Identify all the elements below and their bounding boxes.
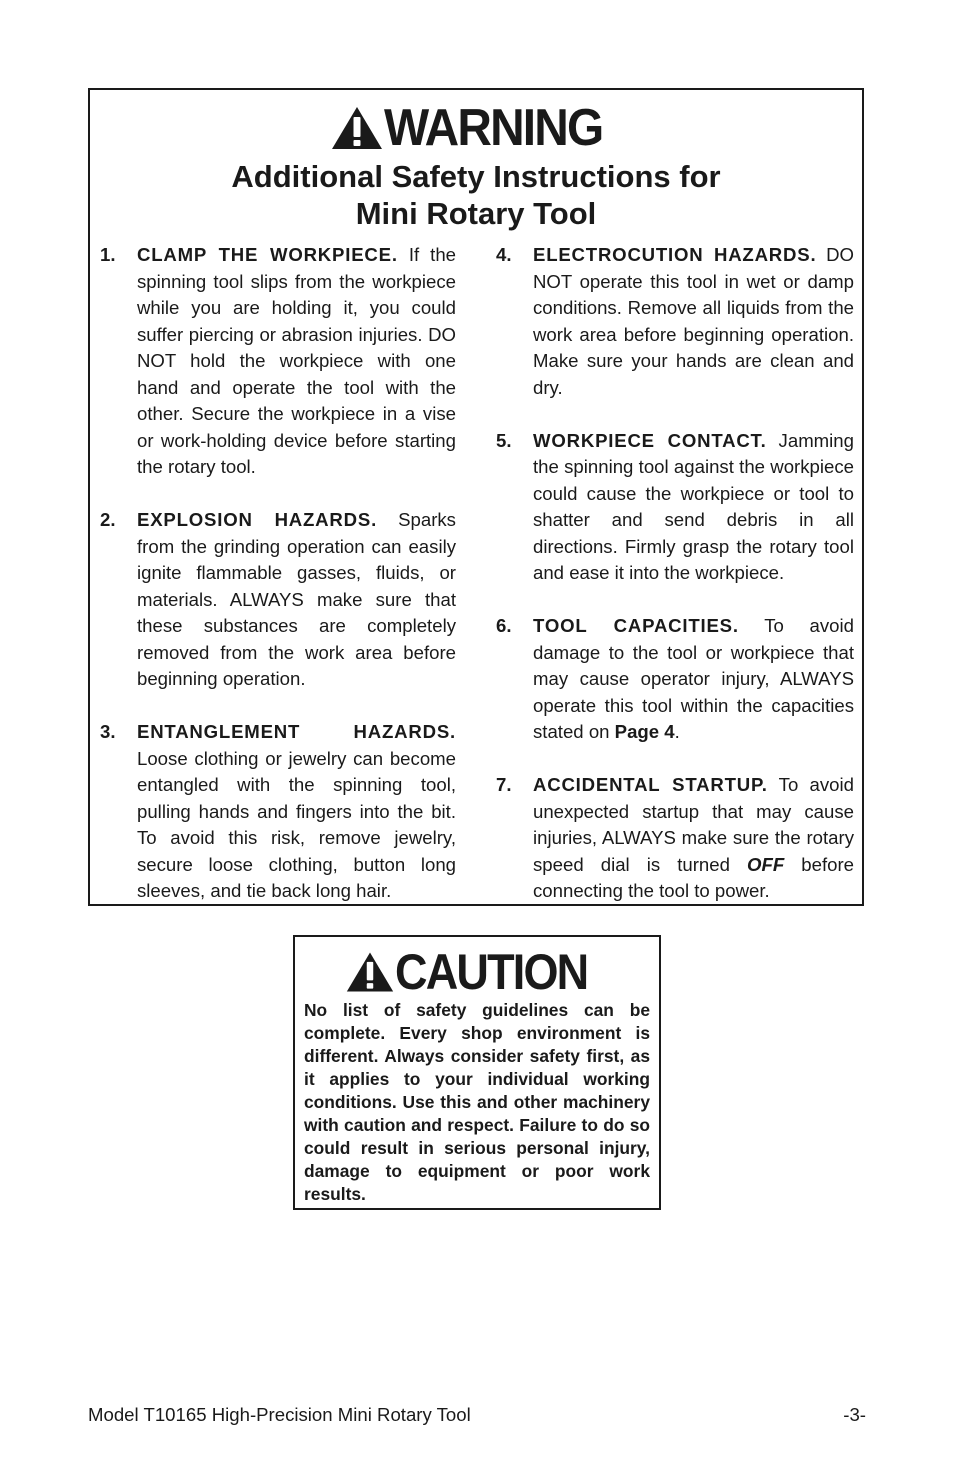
item-body: To avoid unexpected startup that may cause injuries, ALWAYS make sure the rotary speed dial is turned (533, 774, 854, 875)
item-text (137, 242, 456, 481)
item-lead: ELECTROCUTION HAZARDS. (533, 244, 817, 265)
subtitle-line-1: Additional Safety Instructions for (231, 159, 721, 194)
item-text (533, 613, 854, 746)
safety-item-accidental-startup (496, 772, 854, 905)
item-lead: ENTANGLEMENT HAZARDS. (137, 721, 456, 742)
safety-item-explosion (100, 507, 456, 693)
item-text (533, 242, 854, 401)
safety-item-clamp (100, 242, 456, 481)
item-body: If the spinning tool slips from the workpiece while you are holding it, you could suffer piercing or abrasion injuries. DO NOT hold the workpiece with one hand and operate the tool with the other. Secure the workpiece in a vise or work-holding device before starting the rotary tool. (137, 244, 457, 477)
item-text (137, 507, 456, 693)
safety-item-electrocution (496, 242, 854, 401)
footer-model: Model T10165 High-Precision Mini Rotary Tool (88, 1404, 471, 1425)
caution-text: No list of safety guidelines can be complete. Every shop environment is different. Always consider safety first, as it applies to your individual working conditions. Use this and other machinery with caution and respect. Failure to do so could result in serious personal injury, damage to equipment or poor work results. (304, 1000, 650, 1204)
warning-subtitle (90, 158, 862, 232)
item-number: 3. (100, 721, 116, 742)
item-text (533, 772, 854, 905)
safety-columns (100, 242, 854, 931)
page-reference: Page 4 (614, 721, 675, 742)
item-body: To avoid damage to the tool or workpiece that may cause operator injury, ALWAYS operate this tool within the capacities stated on (533, 615, 854, 742)
item-body: Loose clothing or jewelry can become entangled with the spinning tool, pulling hands and fingers into the bit. To avoid this risk, remove jewelry, secure loose clothing, button long sleeves, and tie back long hair. (137, 747, 456, 901)
item-lead: WORKPIECE CONTACT. (533, 429, 767, 451)
item-number: 1. (100, 244, 116, 265)
safety-item-tool-capacities (496, 613, 854, 746)
item-text (533, 428, 854, 587)
item-lead: EXPLOSION HAZARDS. (137, 509, 378, 530)
right-column (496, 242, 854, 931)
caution-box (293, 935, 661, 1210)
item-number: 4. (496, 244, 512, 265)
item-number: 5. (496, 429, 512, 451)
caution-signal-word: CAUTION (395, 944, 588, 1000)
item-number: 6. (496, 615, 512, 636)
left-column (100, 242, 456, 931)
warning-box (88, 88, 864, 906)
item-number: 7. (496, 774, 512, 795)
safety-item-entanglement (100, 719, 456, 905)
item-tail: . (674, 721, 680, 742)
item-number: 2. (100, 509, 116, 530)
subtitle-line-2: Mini Rotary Tool (355, 196, 597, 231)
warning-signal-word: WARNING (384, 99, 603, 157)
item-lead: CLAMP THE WORKPIECE. (137, 244, 398, 265)
warning-triangle-icon (330, 105, 384, 151)
item-lead: TOOL CAPACITIES. (533, 615, 739, 636)
item-tail: before connecting the tool to power. (533, 853, 855, 901)
page-footer (88, 1404, 866, 1426)
item-body: DO NOT operate this tool in wet or damp conditions. Remove all liquids from the work area before beginning operation. Make sure your hands are clean and dry. (533, 244, 854, 398)
warning-triangle-icon (345, 950, 395, 994)
item-body: Jamming the spinning tool against the workpiece could cause the workpiece or tool to shatter and send debris in all directions. Firmly grasp the rotary tool and ease it into the workpiece. (533, 429, 854, 583)
off-emphasis: OFF (747, 853, 785, 875)
item-text (137, 719, 456, 905)
item-body: Sparks from the grinding operation can easily ignite flammable gasses, fluids, or materials. ALWAYS make sure that these substances are completely removed from the work area before beginning operation. (137, 509, 456, 689)
warning-header (90, 100, 862, 156)
safety-item-workpiece-contact (496, 428, 854, 587)
item-lead: ACCIDENTAL STARTUP. (533, 774, 768, 795)
caution-header (295, 944, 659, 1000)
page-number: -3- (843, 1404, 866, 1425)
